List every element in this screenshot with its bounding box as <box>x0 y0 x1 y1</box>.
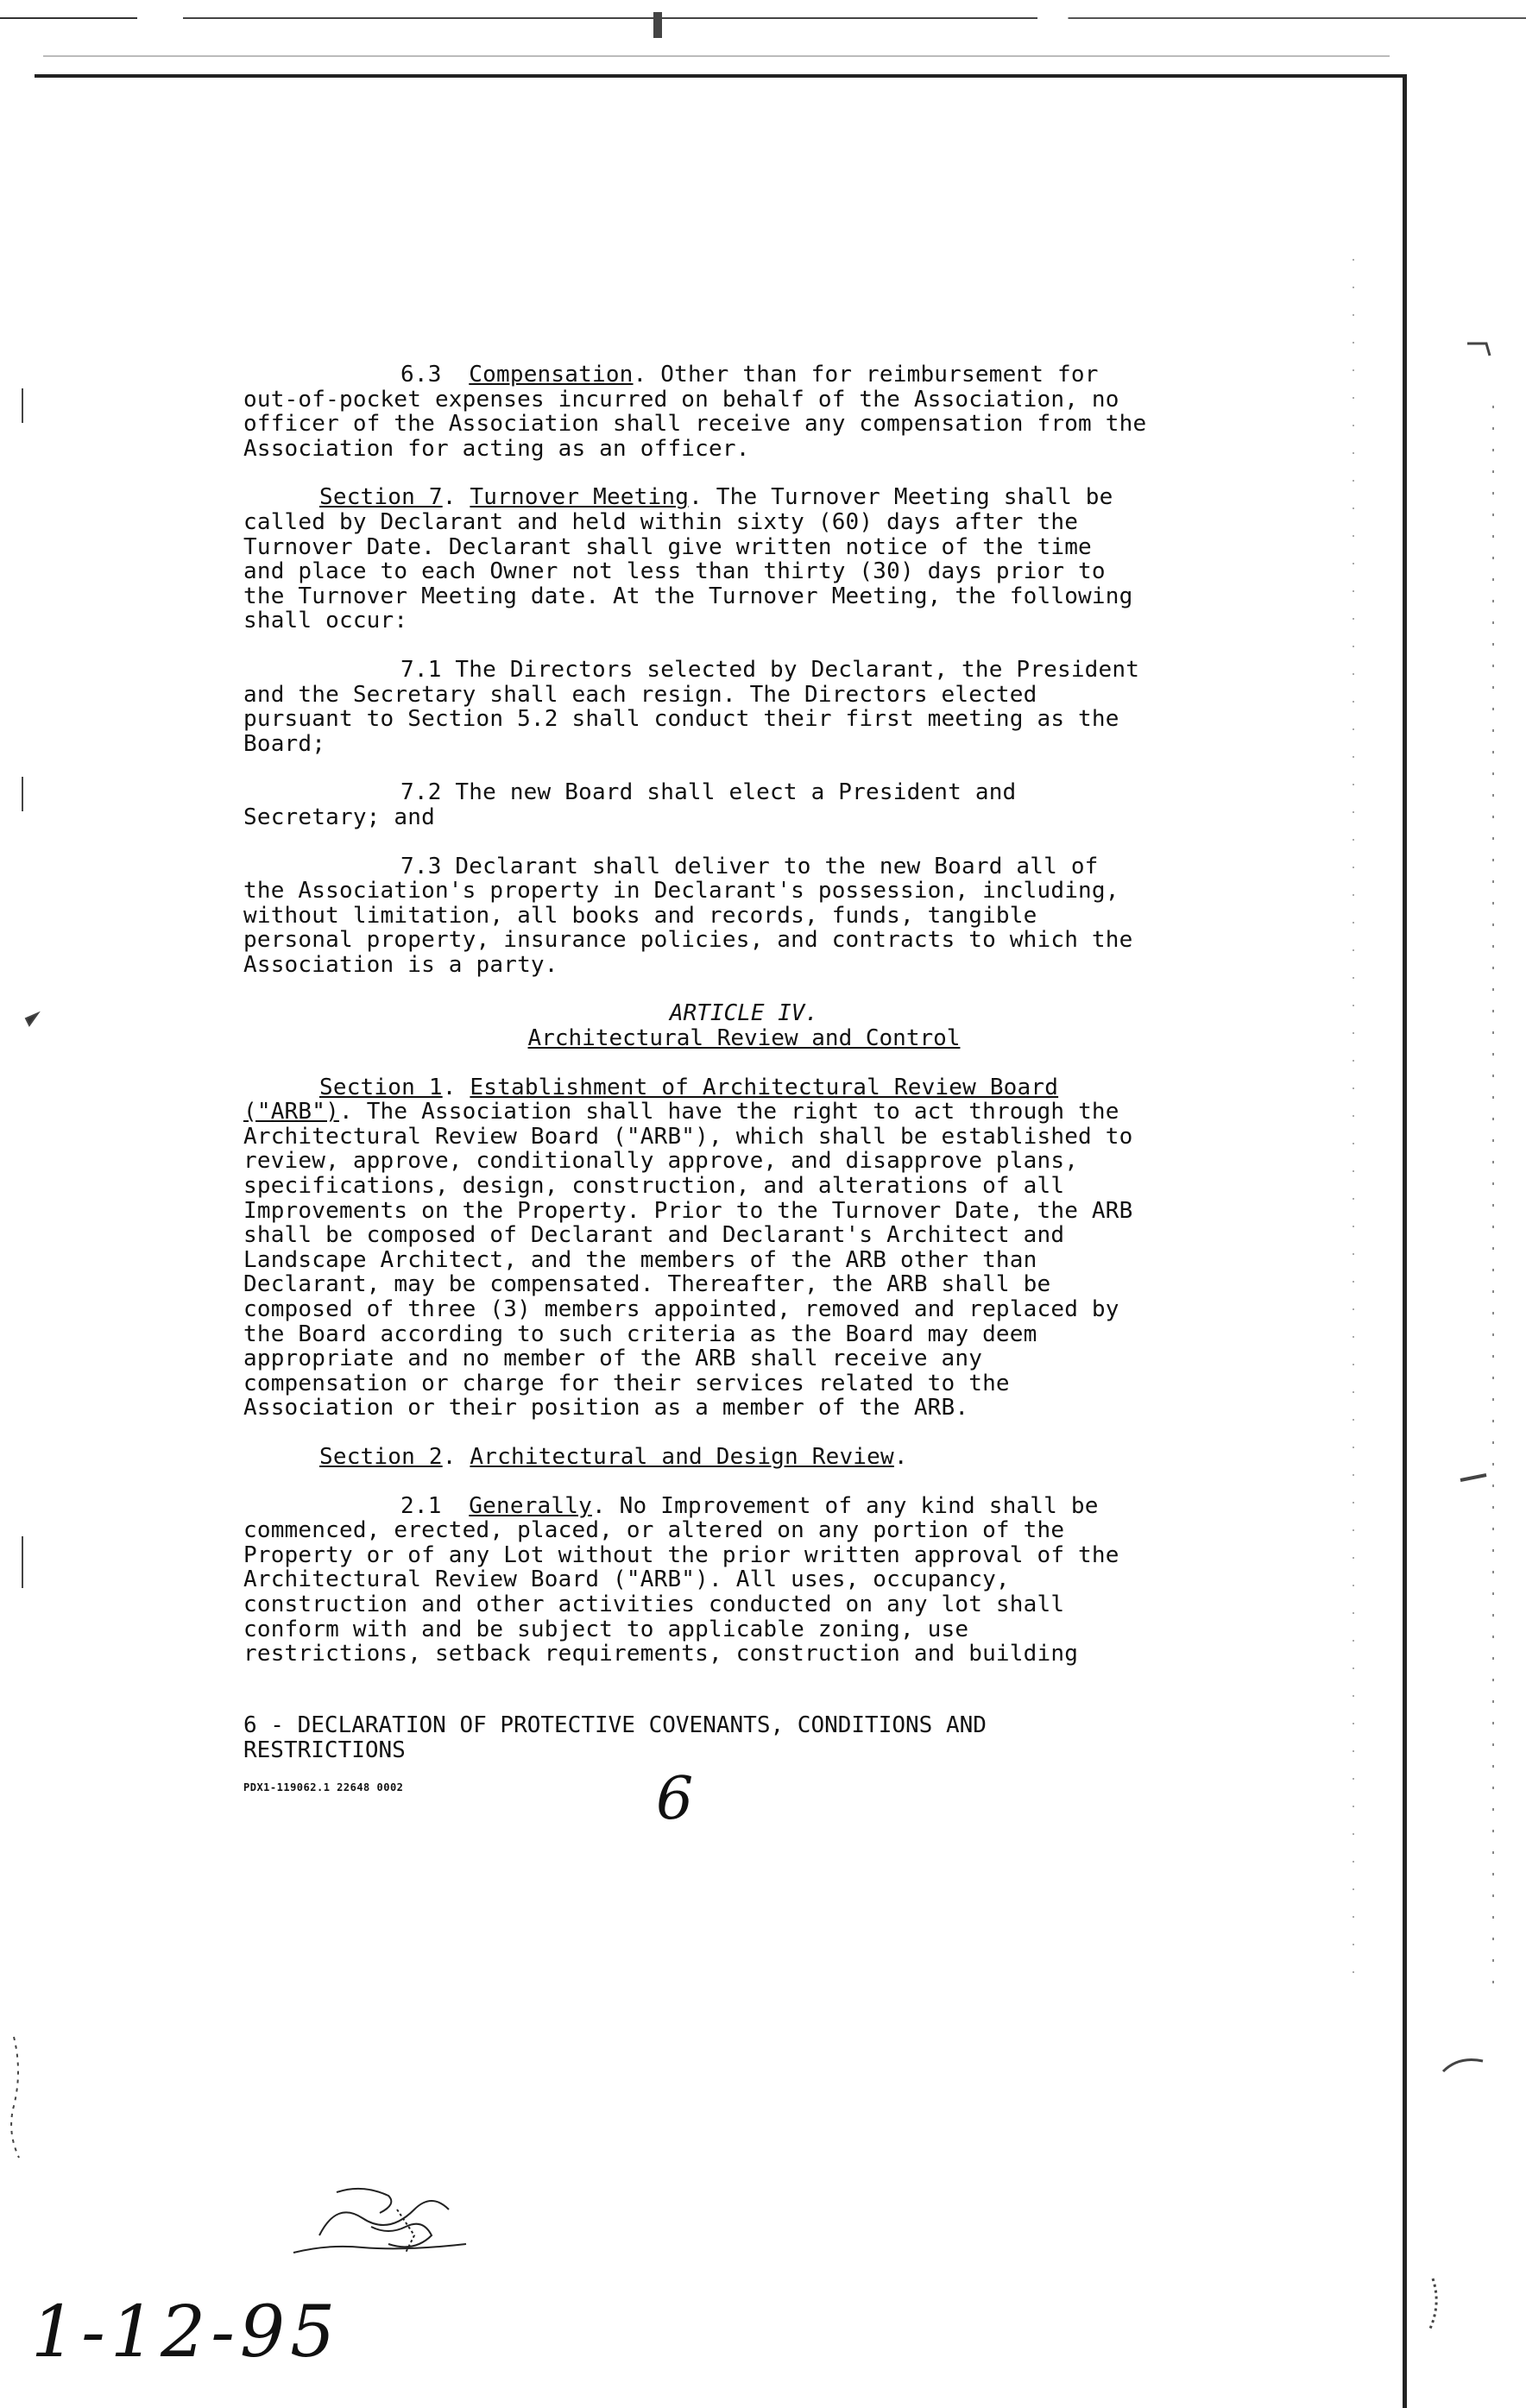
scan-top-rule <box>0 17 1526 19</box>
clause-text: . Other than for reimbursement for out-of-pocket expenses incurred on behalf of the Association, no officer of the Association shall receive any compensation from the Association for acting as an officer. <box>243 362 1147 462</box>
article-heading <box>243 1001 1245 1050</box>
handwritten-page-number: 6 <box>656 1765 694 1833</box>
paragraph-7-3: 7.3 Declarant shall deliver to the new Board all of the Association's property in Declarant's possession, including, without limitation, all books and records, funds, tangible personal property, insurance policies, and contracts to which the Association is a party. <box>243 853 1133 978</box>
clause-heading: Generally <box>469 1492 592 1519</box>
section-heading: Establishment of Architectural Review Board ("ARB") <box>243 1074 1059 1125</box>
section-heading: Architectural and Design Review <box>470 1443 894 1470</box>
scan-secondary-rule <box>43 55 1390 57</box>
document-body <box>243 362 1245 1691</box>
section-heading: Turnover Meeting <box>470 484 690 511</box>
page-footer: 6 - DECLARATION OF PROTECTIVE COVENANTS, CONDITIONS AND RESTRICTIONS <box>243 1712 987 1763</box>
article-number: ARTICLE IV. <box>669 1000 819 1027</box>
handwritten-date: 1-12-95 <box>31 2291 341 2373</box>
handwritten-signature-scribble <box>285 2175 483 2270</box>
section-label: Section 2 <box>319 1443 443 1470</box>
section-label: Section 7 <box>319 484 443 511</box>
paragraph-2-1 <box>243 1494 1245 1667</box>
paragraph-arb-section-2: Section 2. Architectural and Design Review. <box>319 1443 908 1470</box>
clause-heading: Compensation <box>469 362 634 388</box>
clause-text: . No Improvement of any kind shall be commenced, erected, placed, or altered on any portion of the Property or of any Lot without the prior written approval of the Architectural Review Board ("ARB"). All uses, occupancy, construction and other activities conducted on any lot shall conform with and be subject to applicable zoning, use restrictions, setback requirements, construction and building <box>243 1492 1119 1667</box>
section-label: Section 1 <box>319 1074 443 1100</box>
paragraph-arb-section-1: Section 1. Establishment of Architectural Review Board ("ARB"). The Association shall have the right to act through the Architectural Review Board ("ARB"), which shall be established to review, approve, conditionally approve, and disapprove plans, specifications, design, construction, and alterations of all Improvements on the Property. Prior to the Turnover Date, the ARB shall be composed of Declarant and Declarant's Architect and Landscape Architect, and the members of the ARB other than Declarant, may be compensated. Thereafter, the ARB shall be composed of three (3) members appointed, removed and replaced by the Board according to such criteria as the Board may deem appropriate and no member of the ARB shall receive any compensation or charge for their services related to the Association or their position as a member of the ARB. <box>243 1074 1133 1421</box>
paragraph-6-3 <box>243 362 1245 461</box>
paragraph-7-2: 7.2 The new Board shall elect a President and Secretary; and <box>243 779 1017 830</box>
clause-number: 2.1 <box>400 1492 442 1519</box>
section-tail: . <box>893 1443 908 1470</box>
paragraph-section-7: Section 7. Turnover Meeting. The Turnover Meeting shall be called by Declarant and held within sixty (60) days after the Turnover Date. Declarant shall give written notice of the time and place to each Owner not less than thirty (30) days prior to the Turnover Meeting date. At the Turnover Meeting, the following shall occur: <box>243 484 1133 634</box>
clause-number: 6.3 <box>400 362 442 388</box>
section-text: . The Association shall have the right to act through the Architectural Review Board ("ARB"), which shall be established to review, approve, conditionally approve, and disapprove plans, specifications, design, construction, and alterations of all Improvements on the Property. Prior to the Turnover Date, the ARB shall be composed of Declarant and Declarant's Architect and Landscape Architect, and the members of the ARB other than Declarant, may be compensated. Thereafter, the ARB shall be composed of three (3) members appointed, removed and replaced by the Board according to such criteria as the Board may deem appropriate and no member of the ARB shall receive any compensation or charge for their services related to the Association or their position as a member of the ARB. <box>243 1099 1133 1421</box>
article-title: Architectural Review and Control <box>527 1025 961 1052</box>
document-code: PDX1-119062.1 22648 0002 <box>243 1781 404 1793</box>
paragraph-7-1: 7.1 The Directors selected by Declarant, the President and the Secretary shall each resign. The Directors elected pursuant to Section 5.2 shall conduct their first meeting as the Board; <box>243 656 1140 757</box>
section-text: . The Turnover Meeting shall be called by Declarant and held within sixty (60) days after the Turnover Date. Declarant shall give written notice of the time and place to each Owner not less than thirty (30) days prior to the Turnover Meeting date. At the Turnover Meeting, the following shall occur: <box>243 484 1133 634</box>
